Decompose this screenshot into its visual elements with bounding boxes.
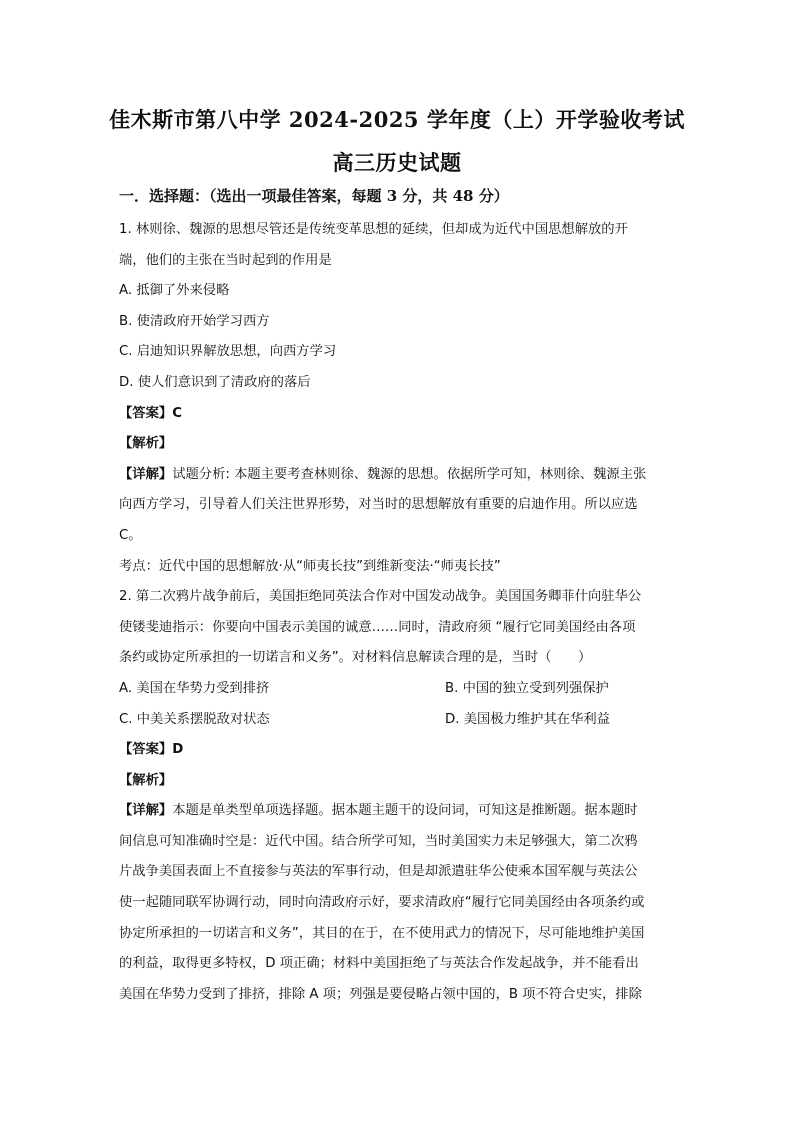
q2-detail-line: 美国在华势力受到了排挤，排除 A 项；列强是要侵略占领中国的，B 项不符合史实，排除 <box>119 986 642 1002</box>
analysis-tag: 【解析】 <box>119 436 173 452</box>
q1-analysis <box>119 429 679 460</box>
q2-detail-line: 的利益，取得更多特权，D 项正确；材料中美国拒绝了与英法合作发起战争，并不能看出 <box>119 956 639 972</box>
analysis-tag: 【解析】 <box>119 772 173 788</box>
q1-note: 考点：近代中国的思想解放·从“师夷长技”到维新变法·“师夷长技” <box>119 558 501 574</box>
q1-detail-line: C。 <box>119 527 142 543</box>
q2-option-c: C. 中美关系摆脱敌对状态 <box>119 711 270 727</box>
q2-option-d: D. 美国极力维护其在华利益 <box>445 711 610 727</box>
exam-subtitle: 高三历史试题 <box>332 150 462 175</box>
q2-option-b: B. 中国的独立受到列强保护 <box>445 680 609 696</box>
answer-tag: 【答案】 <box>119 405 173 421</box>
q2-option-a: A. 美国在华势力受到排挤 <box>119 680 270 696</box>
q1-stem-line: 1. 林则徐、魏源的思想尽管还是传统变革思想的延续，但却成为近代中国思想解放的开 <box>119 222 628 237</box>
q1-detail-line: 向西方学习，引导着人们关注世界形势，对当时的思想解放有重要的启迪作用。所以应选 <box>119 497 638 513</box>
question-content <box>119 215 679 1010</box>
detail-text: 本题是单类型单项选择题。据本题主题干的设问词，可知这是推断题。据本题时 <box>172 803 638 819</box>
q2-detail-line: 间信息可知准确时空是：近代中国。结合所学可知，当时美国实力未足够强大，第二次鸦 <box>119 833 638 849</box>
q2-detail-line: 片战争美国表面上不直接参与英法的军事行动，但是却派遣驻华公使乘本国军舰与英法公 <box>119 864 638 880</box>
answer-tag: 【答案】 <box>119 742 173 758</box>
q2-detail-line: 协定所承担的一切诺言和义务”，其目的在于，在不使用武力的情况下，尽可能地维护美国 <box>119 925 645 941</box>
q2-options-row <box>119 705 679 736</box>
exam-title: 佳木斯市第八中学 2024-2025 学年度（上）开学验收考试 <box>109 107 685 132</box>
q1-option-a: A. 抵御了外来侵略 <box>119 283 230 299</box>
q1-answer <box>119 399 679 430</box>
answer-value: C <box>172 405 182 421</box>
q1-stem-line: 端，他们的主张在当时起到的作用是 <box>119 252 332 268</box>
detail-text: 试题分析: 本题主要考查林则徐、魏源的思想。依据所学可知，林则徐、魏源主张 <box>172 466 647 482</box>
q2-stem-line: 使镂斐迪指示：你要向中国表示美国的诚意……同时，清政府须 “履行它同美国经由各项 <box>119 619 636 635</box>
q1-option-c: C. 启迪知识界解放思想，向西方学习 <box>119 344 337 360</box>
q1-detail-line <box>119 460 679 491</box>
answer-value: D <box>172 742 184 758</box>
q1-option-d: D. 使人们意识到了清政府的落后 <box>119 374 311 390</box>
q2-detail-line: 使一起随同联军协调行动，同时向清政府示好，要求清政府“履行它同美国经由各项条约或 <box>119 895 645 911</box>
detail-tag: 【详解】 <box>119 803 173 819</box>
q2-stem-line: 条约或协定所承担的一切诺言和义务”。对材料信息解读合理的是，当时（ ） <box>119 650 592 666</box>
q2-stem-line: 2. 第二次鸦片战争前后，美国拒绝同英法合作对中国发动战争。美国国务卿菲什向驻华公 <box>119 589 642 605</box>
q2-answer <box>119 735 679 766</box>
q2-detail-line <box>119 796 679 827</box>
q1-option-b: B. 使清政府开始学习西方 <box>119 313 270 329</box>
section-heading: 一．选择题：（选出一项最佳答案，每题 3 分，共 48 分） <box>119 187 509 205</box>
q2-options-row <box>119 674 679 705</box>
q2-analysis <box>119 766 679 797</box>
detail-tag: 【详解】 <box>119 466 173 482</box>
